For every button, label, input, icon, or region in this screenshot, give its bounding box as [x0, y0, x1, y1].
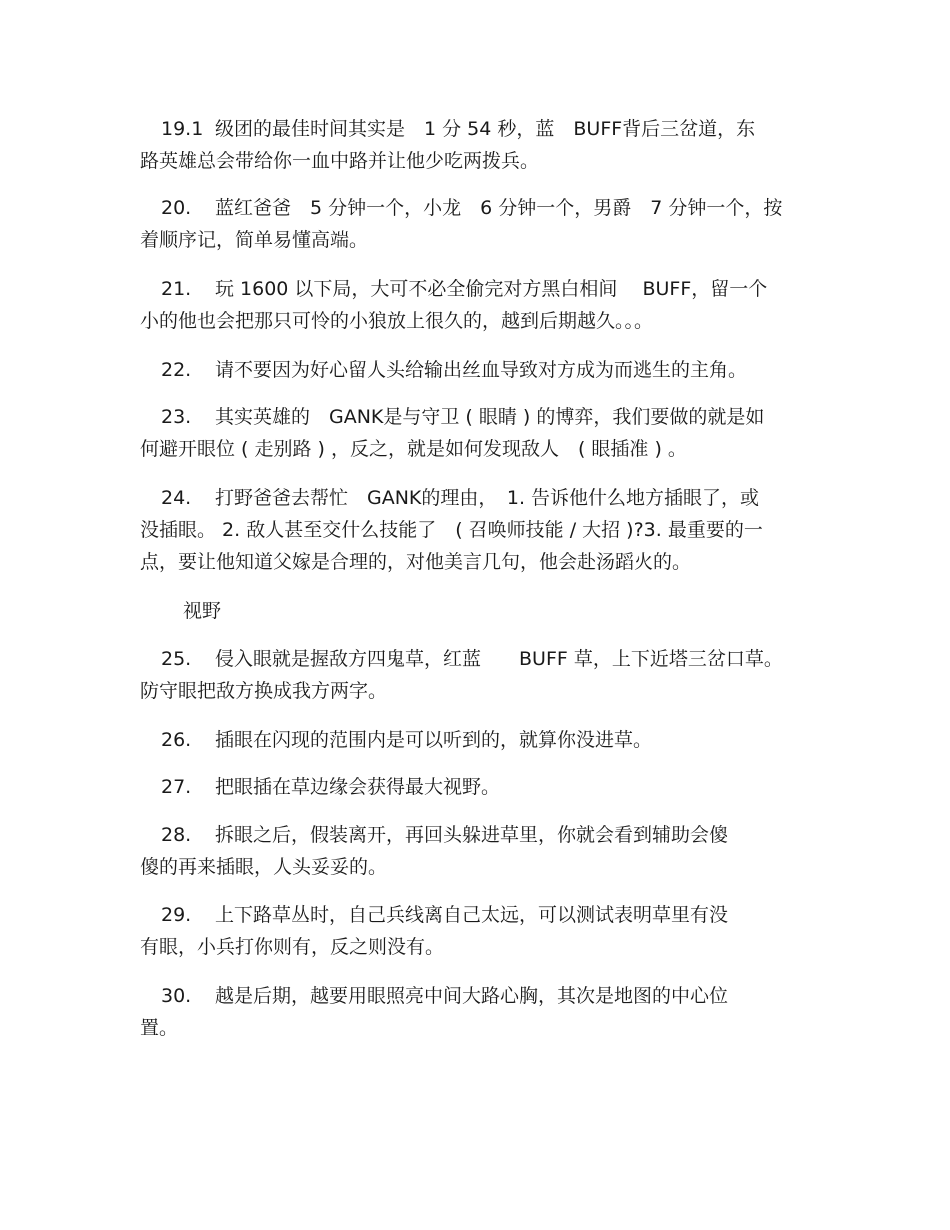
item-number: 26.: [161, 729, 192, 751]
list-item-27: [140, 771, 820, 803]
list-item-26: [140, 724, 820, 756]
list-item-30: [140, 980, 820, 1044]
item-text-line: 上下路草丛时，自己兵线离自己太远，可以测试表明草里有没: [215, 904, 729, 926]
item-text-line: 小的他也会把那只可怜的小狼放上很久的，越到后期越久。。。: [140, 310, 654, 332]
item-number: 25.: [161, 648, 192, 670]
item-text-line: 侵入眼就是握敌方四鬼草，红蓝 BUFF 草，上下近塔三岔口草。: [215, 648, 783, 670]
item-text-line: 玩 1600 以下局，大可不必全偷完对方黑白相间 BUFF，留一个: [215, 278, 768, 300]
list-item-23: [140, 401, 820, 465]
item-text-line: 请不要因为好心留人头给输出丝血导致对方成为而逃生的主角。: [215, 359, 748, 381]
item-text-line: 何避开眼位 ( 走别路 ) ，反之，就是如何发现敌人 ( 眼插准 ) 。: [140, 438, 687, 460]
list-item-21: [140, 273, 820, 337]
item-text-line: 没插眼。 2. 敌人甚至交什么技能了 ( 召唤师技能 / 大招 )?3. 最重要的一: [140, 519, 763, 541]
item-number: 19.1: [161, 118, 204, 140]
item-number: 28.: [161, 824, 192, 846]
item-number: 20.: [161, 197, 192, 219]
item-number: 30.: [161, 985, 192, 1007]
list-item-22: [140, 354, 820, 386]
item-number: 22.: [161, 359, 192, 381]
item-text-line: 把眼插在草边缘会获得最大视野。: [215, 776, 501, 798]
section-title: 视野: [183, 600, 222, 622]
list-item-28: [140, 819, 820, 883]
list-item-19-1: [140, 113, 820, 177]
item-text-line: 越是后期，越要用眼照亮中间大路心胸，其次是地图的中心位: [215, 985, 729, 1007]
list-item-20: [140, 192, 820, 256]
item-text-line: 着顺序记，简单易懂高端。: [140, 229, 369, 251]
item-number: 27.: [161, 776, 192, 798]
item-number: 24.: [161, 487, 192, 509]
item-text-line: 蓝红爸爸 5 分钟一个，小龙 6 分钟一个，男爵 7 分钟一个，按: [215, 197, 783, 219]
item-text-line: 傻的再来插眼，人头妥妥的。: [140, 856, 388, 878]
item-number: 23.: [161, 406, 192, 428]
item-text-line: 打野爸爸去帮忙 GANK的理由， 1. 告诉他什么地方插眼了，或: [215, 487, 760, 509]
list-item-24: [140, 482, 820, 578]
item-text-line: 插眼在闪现的范围内是可以听到的，就算你没进草。: [215, 729, 653, 751]
item-number: 29.: [161, 904, 192, 926]
item-text-line: 级团的最佳时间其实是 1 分 54 秒，蓝 BUFF背后三岔道，东: [215, 118, 756, 140]
item-text-line: 防守眼把敌方换成我方两字。: [140, 680, 388, 702]
item-text-line: 有眼，小兵打你则有，反之则没有。: [140, 936, 445, 958]
item-text-line: 路英雄总会带给你一血中路并让他少吃两拨兵。: [140, 150, 540, 172]
item-text-line: 其实英雄的 GANK是与守卫 ( 眼睛 ) 的博弈，我们要做的就是如: [215, 406, 765, 428]
list-item-25: [140, 643, 820, 707]
list-item-29: [140, 899, 820, 963]
item-text-line: 点，要让他知道父嫁是合理的，对他美言几句，他会赴汤蹈火的。: [140, 551, 692, 573]
item-text-line: 置。: [140, 1017, 179, 1039]
item-number: 21.: [161, 278, 192, 300]
item-text-line: 拆眼之后，假装离开，再回头躲进草里，你就会看到辅助会傻: [215, 824, 729, 846]
